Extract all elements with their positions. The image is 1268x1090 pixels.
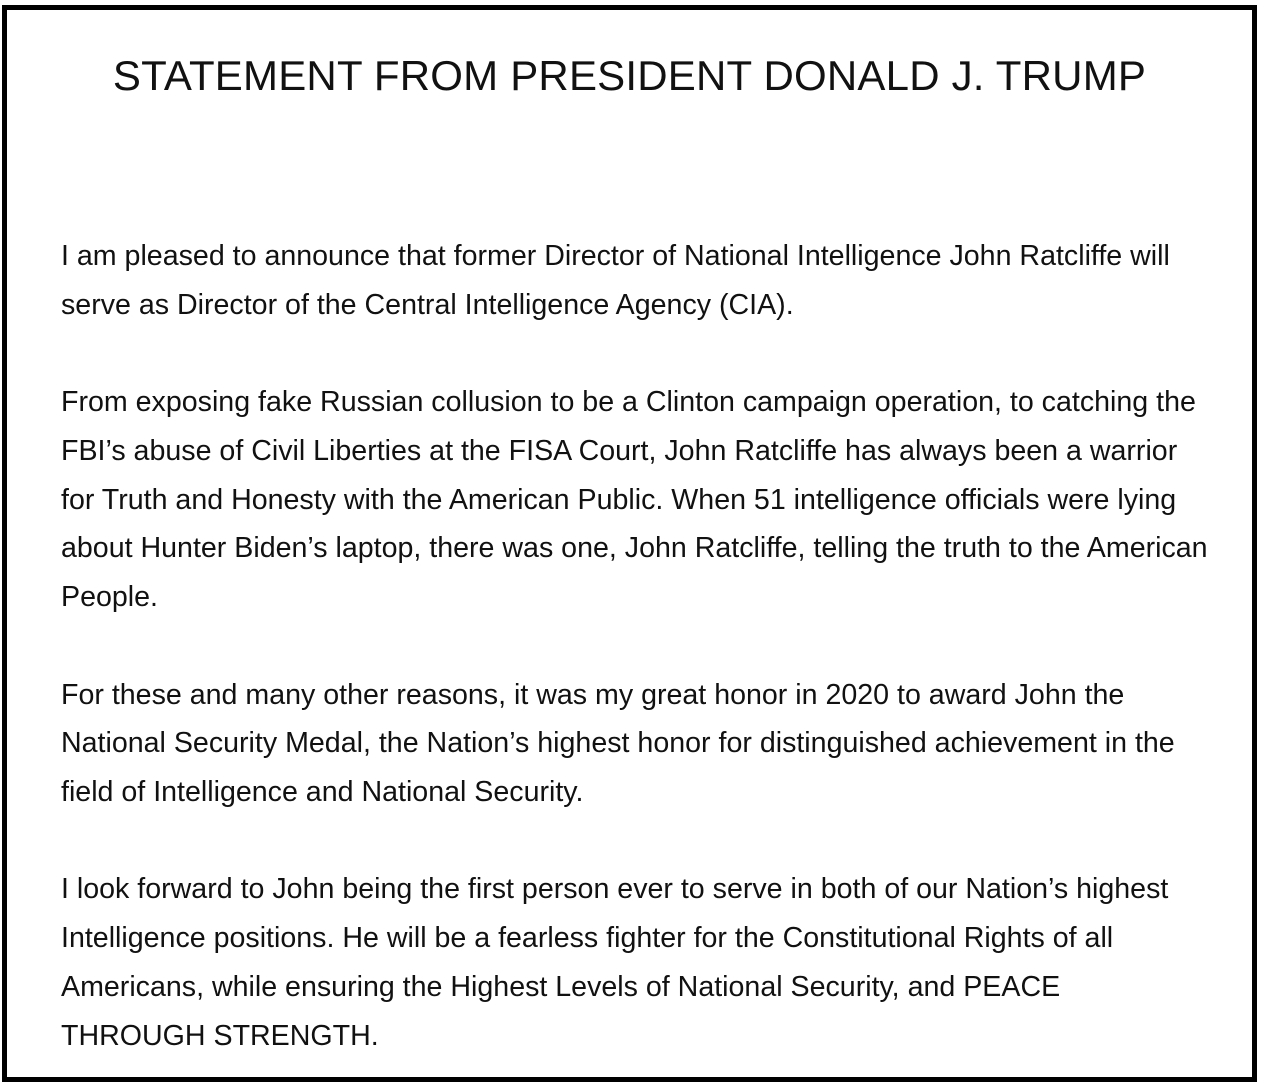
statement-frame (2, 5, 1257, 1082)
paragraph-record: From exposing fake Russian collusion to be a Clinton campaign operation, to catching the FBI’s abuse of Civil Liberties at the FISA Court, John Ratcliffe has always been a warrior for Truth and Honesty with the American Public. When 51 intelligence officials were lying about Hunter Biden’s laptop, there was one, John Ratcliffe, telling the truth to the American People. (61, 386, 1208, 614)
paragraph-outlook: I look forward to John being the first person ever to serve in both of our Nation’s highest Intelligence positions. He will be a fearless fighter for the Constitutional Rights of all Americans, while ensuring the Highest Levels of National Security, and PEACE THROUGH STRENGTH. (61, 873, 1169, 1052)
paragraph-honor: For these and many other reasons, it was my great honor in 2020 to award John the National Security Medal, the Nation’s highest honor for distinguished achievement in the field of Intelligence and National Security. (61, 678, 1175, 809)
paragraph-announcement: I am pleased to announce that former Director of National Intelligence John Ratcliffe will serve as Director of the Central Intelligence Agency (CIA). (61, 240, 1170, 321)
statement-body (61, 232, 1211, 1061)
statement-title: STATEMENT FROM PRESIDENT DONALD J. TRUMP (112, 52, 1147, 99)
